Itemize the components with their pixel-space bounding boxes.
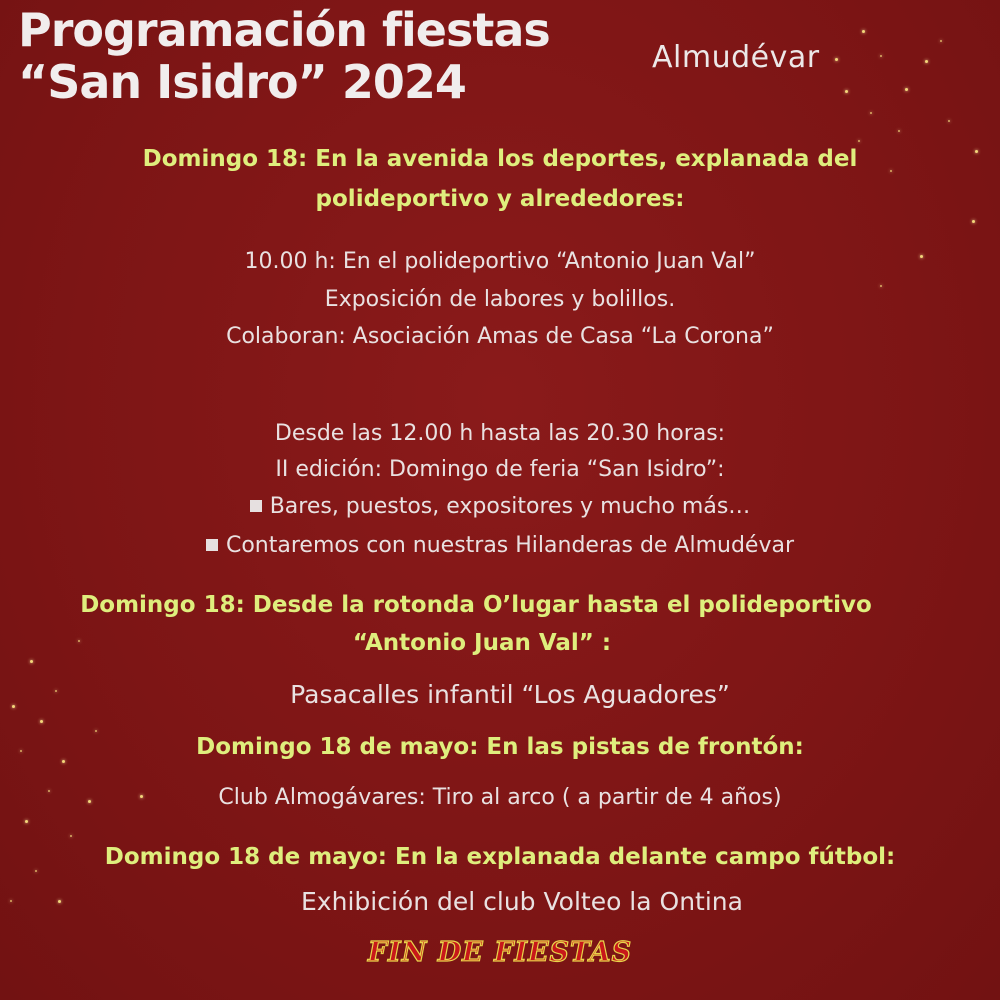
section-2-text-line: Pasacalles infantil “Los Aguadores” (290, 680, 730, 709)
section-4-text-line: Exhibición del club Volteo la Ontina (301, 887, 743, 916)
section-2-heading-line-1: Domingo 18: Desde la rotonda O’lugar hasta el polideportivo (80, 592, 872, 618)
section-1-text-line: 10.00 h: En el polideportivo “Antonio Juan Val” (244, 249, 756, 274)
section-3-text-line: Club Almogávares: Tiro al arco ( a partir de 4 años) (218, 785, 782, 810)
title-line-2: “San Isidro” 2024 (18, 55, 466, 109)
section-1-text-line: II edición: Domingo de feria “San Isidro”: (275, 457, 725, 482)
closing-text: FIN DE FIESTAS (367, 937, 633, 968)
page-title (18, 4, 550, 108)
town-name: Almudévar (652, 40, 820, 75)
bullet-list-item (0, 533, 1000, 558)
section-3-heading: Domingo 18 de mayo: En las pistas de frontón: (196, 734, 804, 760)
section-1-text-line: Colaboran: Asociación Amas de Casa “La Corona” (226, 324, 774, 349)
section-1-text-line: Desde las 12.00 h hasta las 20.30 horas: (274, 421, 726, 446)
title-line-1: Programación fiestas (18, 3, 550, 57)
section-2-heading-line-2: “Antonio Juan Val” : (352, 630, 612, 656)
section-1-heading-line-2: polideportivo y alrededores: (315, 186, 685, 212)
section-1-heading-line-1: Domingo 18: En la avenida los deportes, explanada del (142, 146, 858, 172)
bullet-list-item (0, 494, 1000, 519)
section-4-heading: Domingo 18 de mayo: En la explanada delante campo fútbol: (104, 844, 896, 870)
bullet-text: Bares, puestos, expositores y mucho más… (250, 494, 751, 519)
bullet-text: Contaremos con nuestras Hilanderas de Almudévar (206, 533, 794, 558)
section-1-text-line: Exposición de labores y bolillos. (324, 287, 676, 312)
